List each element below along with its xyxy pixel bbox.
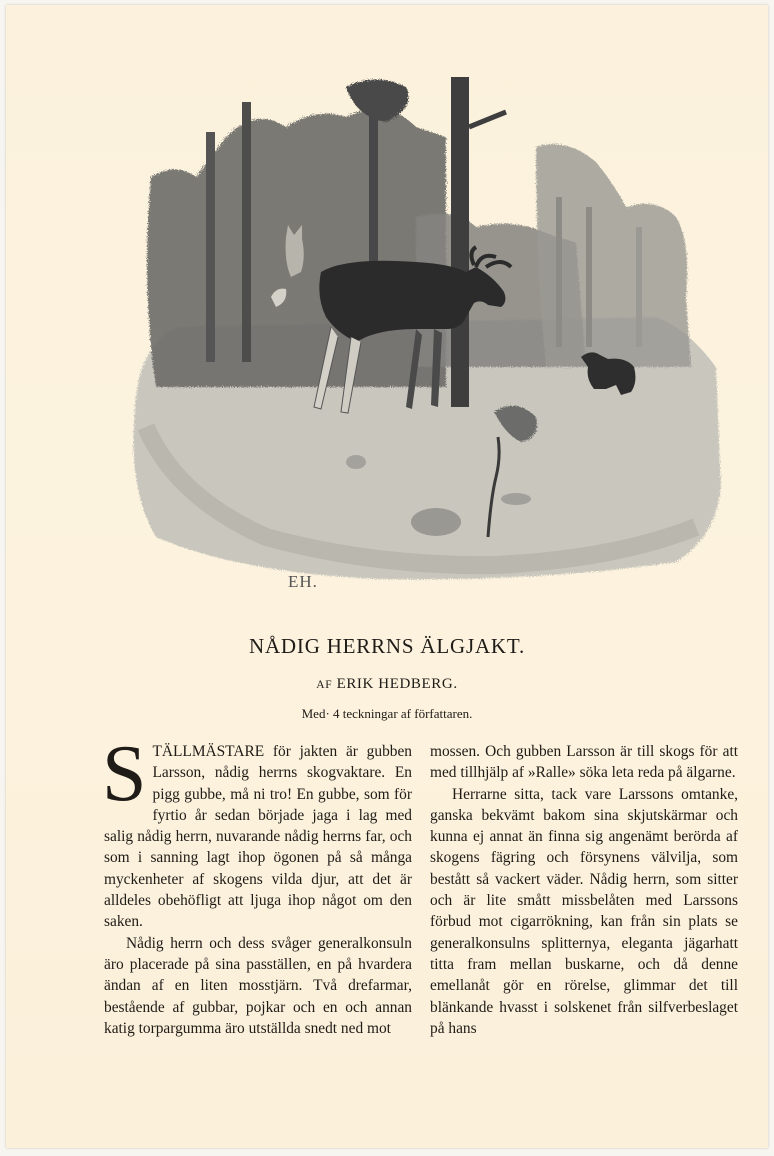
author-name: ERIK HEDBERG. [336,676,458,692]
moose-scene-image [116,67,731,587]
article-byline [0,676,774,693]
text-column-left [102,730,412,1039]
text-column-right [430,741,738,1039]
byline-prefix: AF [316,679,333,691]
drop-cap: S [102,730,147,818]
artist-signature: EH. [288,572,318,591]
paragraph: Nådig herrn och dess svåger generalkonsuln äro placerade på sina pasställen, en på hvardera ändan af en liten mosstjärn. Två drefarmar, bestående af gubbar, pojkar och en och annan katig torpargumma äro utställda snedt ned mot [104,934,412,1037]
paragraph: mossen. Och gubben Larsson är till skogs för att med tillhjälp af »Ralle» söka leta reda på älgarne. [430,743,738,782]
paragraph-text: TÄLLMÄSTARE för jakten är gubben Larsson, nådig herrns skogvaktare. En pigg gubbe, må ni tro! En gubbe, som för fyrtio år sedan började jaga i lag med salig nådig herrn, nuvarande nådig herrns far, och som i sanning lagt ihop ögonen på så många myckenheter af skogens vilda djur, att det är alldeles obehöfligt att ljuga ihop något om den saken. [104,743,412,931]
paragraph: Herrarne sitta, tack vare Larssons omtanke, ganska bekvämt bakom sina skjutskärmar och kunna ej annat än finna sig angenämt berörda af skogens fägring och försynens välvilja, som bestått så vackert väder. Nådig herrn, som sitter och är lite smått missbelåten med Larssons förbud mot cigarrökning, kan från sin plats se generalkonsulns splitternya, eleganta jägarhatt titta fram mellan buskarne, och då denne emellanåt gör en rörelse, glimmar det till blänkande hvasst i solskenet från silfverbeslaget på hans [430,785,738,1037]
article-title: NÅDIG HERRNS ÄLGJAKT. [249,634,525,658]
paragraph [102,730,412,933]
illustrations-note: Med· 4 teckningar af författaren. [301,706,473,721]
moose-illustration [116,67,731,591]
